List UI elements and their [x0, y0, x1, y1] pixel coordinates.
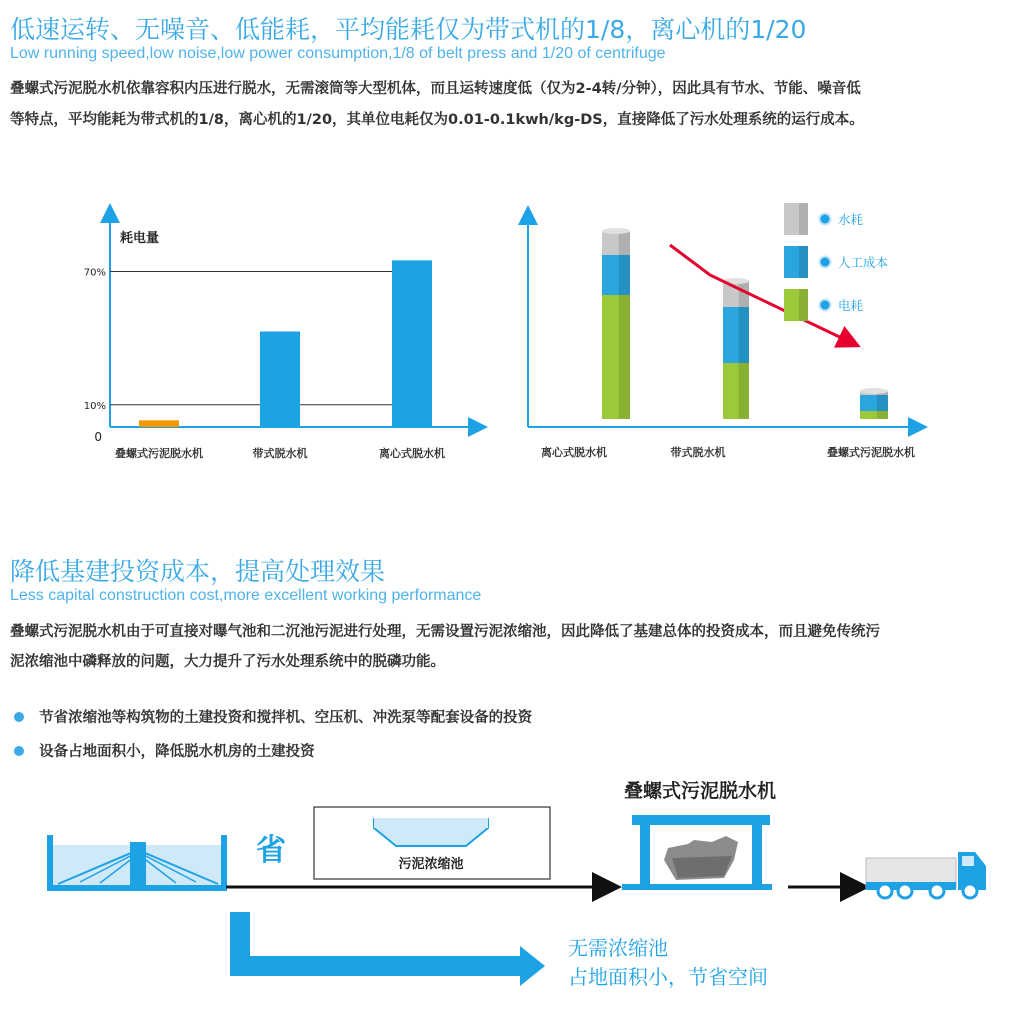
bullet-dot-icon [14, 746, 24, 756]
legend-dot-icon [820, 214, 831, 225]
section1-paragraph-line1: 叠螺式污泥脱水机依靠容积内压进行脱水，无需滚筒等大型机体，而且运转速度低（仅为2-4转/分钟），因此具有节水、节能、噪音低 [10, 81, 861, 97]
section1-subtitle: Low running speed,low noise,low power consumption,1/8 of belt press and 1/20 of centrifuge [10, 45, 666, 62]
truck-icon [866, 852, 986, 898]
chart1-category-label: 带式脱水机 [252, 447, 308, 460]
save-char: 省 [256, 833, 286, 868]
chart1-y-label: 耗电量 [120, 231, 160, 246]
power-consumption-chart [83, 205, 490, 465]
chart1-category-label: 叠螺式污泥脱水机 [115, 447, 203, 460]
legend-label: 水耗 [838, 212, 864, 227]
bullet-text: 节省浓缩池等构筑物的土建投资和搅拌机、空压机、冲洗泵等配套设备的投资 [39, 710, 533, 726]
legend-label: 人工成本 [838, 255, 889, 270]
chart1-ytick-label: 70% [83, 267, 106, 279]
chart2-bar-shade [619, 255, 630, 295]
chart2-category-label: 带式脱水机 [670, 446, 726, 459]
chart2-bar-shade [619, 295, 630, 419]
section1-title: 低速运转、无噪音、低能耗，平均能耗仅为带式机的1/8，离心机的1/20 [10, 15, 807, 44]
chart2-category-label: 叠螺式污泥脱水机 [827, 446, 915, 459]
bypass-arrow [230, 912, 545, 986]
thickening-tank-icon [374, 818, 488, 846]
chart1-ytick-label: 10% [83, 400, 106, 412]
chart2-bar-cap [860, 388, 888, 394]
chart1-bar [392, 260, 432, 427]
bullet-item [14, 706, 532, 727]
result-line1: 无需浓缩池 [568, 936, 668, 960]
chart2-category-label: 离心式脱水机 [541, 446, 607, 459]
chart1-bar [260, 331, 300, 427]
chart1-zero-label: 0 [94, 430, 102, 444]
bullet-text: 设备占地面积小，降低脱水机房的土建投资 [39, 744, 315, 760]
process-flow-diagram [0, 770, 1011, 1010]
legend-swatch-shade [799, 246, 808, 278]
legend-swatch-shade [799, 289, 808, 321]
chart2-bar-shade [877, 411, 888, 419]
chart1-category-label: 离心式脱水机 [379, 447, 445, 460]
legend-dot-icon [820, 257, 831, 268]
chart2-bar-shade [877, 395, 888, 411]
section2-paragraph-line1: 叠螺式污泥脱水机由于可直接对曝气池和二沉池污泥进行处理，无需设置污泥浓缩池，因此降低了基建总体的投资成本，而且避免传统污 [10, 624, 880, 640]
chart2-bar-cap [602, 228, 630, 234]
chart2-bar-shade [739, 307, 749, 363]
machine-label: 叠螺式污泥脱水机 [623, 780, 777, 802]
chart2-bar-shade [739, 363, 749, 419]
legend-label: 电耗 [838, 298, 864, 313]
thickening-tank-label: 污泥浓缩池 [398, 857, 464, 872]
section2-paragraph-line2: 泥浓缩池中磷释放的问题，大力提升了污水处理系统中的脱磷功能。 [10, 654, 445, 670]
legend-dot-icon [820, 300, 831, 311]
bullet-dot-icon [14, 712, 24, 722]
sedimentation-tank-icon [50, 835, 224, 888]
section2-title: 降低基建投资成本，提高处理效果 [10, 557, 386, 586]
section2-subtitle: Less capital construction cost,more excellent working performance [10, 587, 482, 604]
bullet-item [14, 740, 315, 761]
legend-swatch-shade [799, 203, 808, 235]
chart2-bar-shade [619, 231, 630, 255]
cost-comparison-chart [510, 205, 930, 465]
result-line2: 占地面积小，节省空间 [568, 965, 768, 989]
screw-press-machine-icon [622, 815, 772, 890]
section1-paragraph-line2: 等特点，平均能耗为带式机的1/8，离心机的1/20，其单位电耗仅为0.01-0.1kwh/kg-DS，直接降低了污水处理系统的运行成本。 [10, 112, 864, 128]
chart1-bar [139, 420, 179, 427]
